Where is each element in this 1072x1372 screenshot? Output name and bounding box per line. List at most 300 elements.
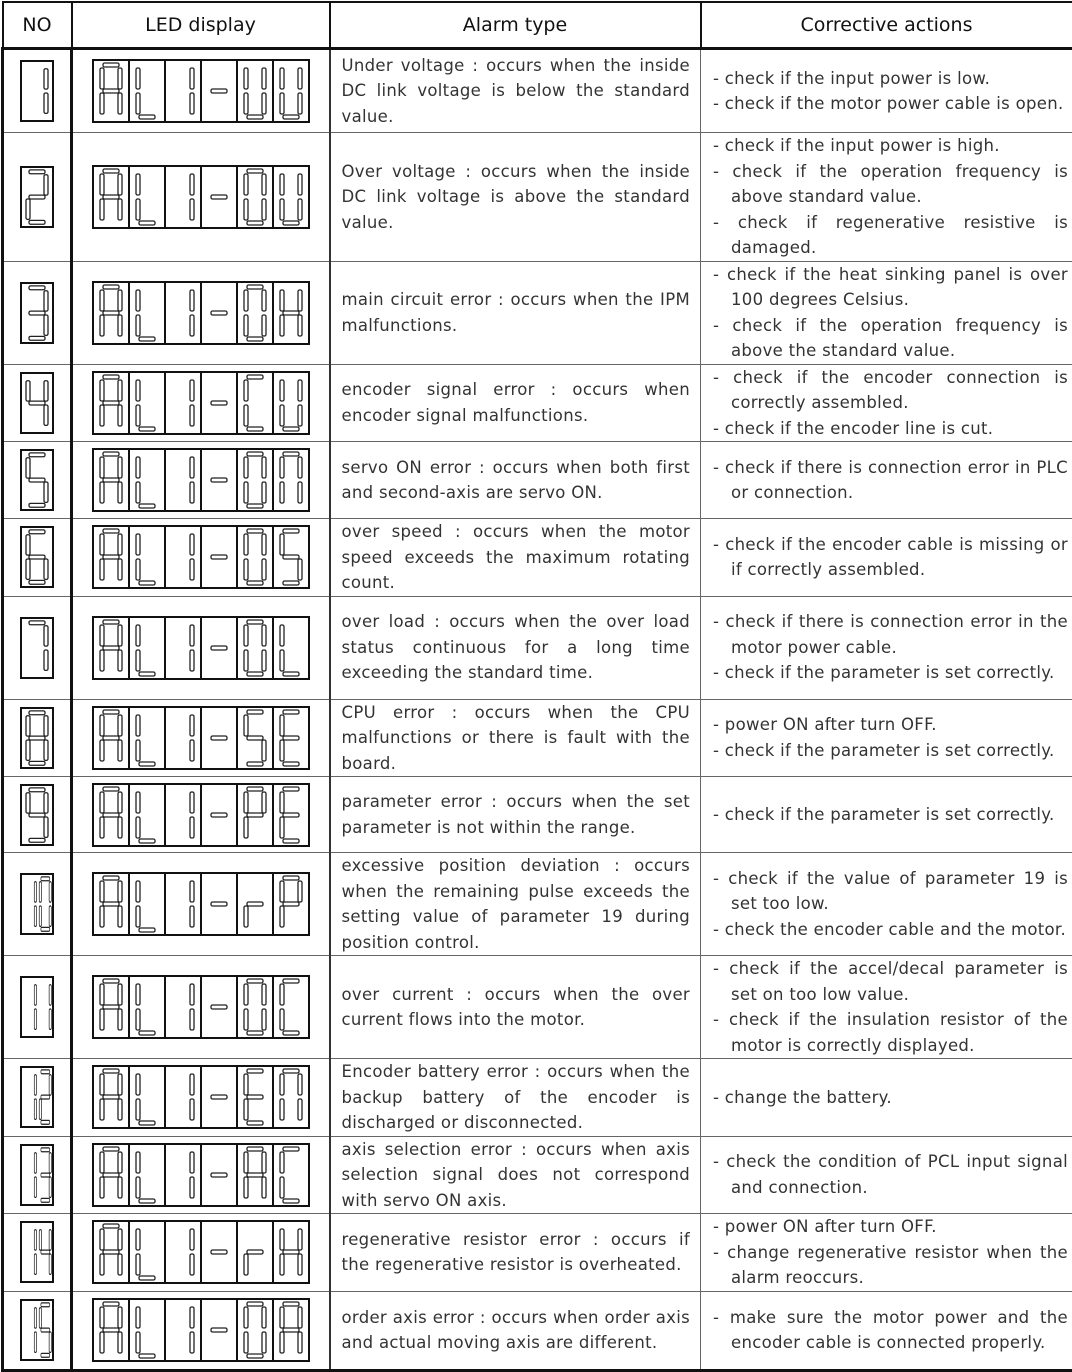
segment [190,792,194,813]
segment [190,625,194,646]
corrective-actions-cell [701,1136,1072,1214]
corrective-actions-cell [701,49,1072,133]
segment [190,315,194,336]
action-item: - change regenerative resistor when the alarm reoccurs. [713,1240,1068,1291]
segment [100,199,104,220]
segment [262,740,266,761]
segment [283,672,299,676]
segment [244,625,248,646]
led-display [92,371,310,435]
alarm-type-cell: axis selection error : occurs when axis selection signal does not correspond with servo ON axis. [330,1136,701,1214]
led-display [92,783,310,847]
segment [280,534,284,555]
segment [103,1173,119,1177]
segment [247,1095,263,1099]
segment [41,877,50,881]
led-display [92,1065,310,1129]
segment [136,906,140,927]
segment [247,710,263,714]
segment [211,401,227,405]
segment [244,1177,248,1198]
segment [34,1254,36,1274]
segment [103,285,119,289]
segment [190,1307,194,1328]
alarm-no-cell [3,853,72,956]
segment [100,290,104,311]
segment [34,906,36,926]
segment [244,405,248,426]
segment [41,1121,50,1125]
segment [280,380,284,401]
segment [136,715,140,736]
segment [262,93,266,114]
header-corrective-actions: Corrective actions [701,2,1072,49]
segment [118,817,122,838]
segment [298,457,302,478]
segment [283,1250,299,1254]
led-char [211,195,227,199]
segment [136,1307,140,1328]
led-char [211,401,227,405]
corrective-actions-cell [701,364,1072,442]
segment [139,1031,155,1035]
segment [118,715,122,736]
segment [298,93,302,114]
segment [244,380,248,401]
segment [34,1075,36,1095]
corrective-actions-cell [701,596,1072,699]
table-row [3,364,1072,442]
alarm-type-cell: order axis error : occurs when order axis and actual moving axis are different. [330,1291,701,1370]
segment [41,1173,50,1177]
segment [136,817,140,838]
segment [39,1230,41,1250]
segment [100,1307,104,1328]
led-display-cell [72,699,330,777]
action-item: - check if the encoder cable is missing or if correctly assembled. [713,532,1068,583]
segment [211,555,227,559]
segment [100,174,104,195]
segment [262,199,266,220]
led-char [211,1250,227,1254]
action-item: - check if the parameter is set correctly. [713,738,1068,764]
led-char [211,478,227,482]
segment [29,503,45,507]
led-display [92,1143,310,1207]
segment [26,792,30,812]
segment [280,1152,284,1173]
segment [44,174,48,194]
segment [190,1099,194,1120]
alarm-table [1,1,1072,1372]
segment [190,1332,194,1353]
alarm-no-cell [3,596,72,699]
segment [44,482,48,502]
segment [100,984,104,1005]
segment [298,1099,302,1120]
segment [280,1074,284,1095]
segment [103,646,119,650]
segment [118,740,122,761]
segment [103,902,119,906]
segment [247,1121,263,1125]
segment [136,93,140,114]
segment [49,1332,51,1352]
segment [44,559,48,579]
segment [118,93,122,114]
segment [139,115,155,119]
segment [283,736,299,740]
led-display [92,1220,310,1284]
segment [244,715,248,736]
led-display [92,525,310,589]
segment [49,1254,51,1274]
segment [244,1074,248,1095]
segment [100,792,104,813]
segment [118,906,122,927]
segment [190,906,194,927]
alarm-no-cell [3,49,72,133]
segment [29,620,45,624]
segment [244,817,248,838]
segment [100,881,104,902]
corrective-actions-cell [701,1059,1072,1137]
segment [100,482,104,503]
alarm-type-cell: over speed : occurs when the motor speed exceeds the maximum rotating count. [330,519,701,597]
segment [29,530,45,534]
number-display [20,449,54,511]
segment [136,1074,140,1095]
segment [44,405,48,425]
segment [29,711,45,715]
segment [41,1148,50,1152]
segment [298,1074,302,1095]
segment [298,1332,302,1353]
segment [247,1147,263,1151]
segment [244,792,248,813]
alarm-type-cell: Encoder battery error : occurs when the backup battery of the encoder is discharged or disconnected. [330,1059,701,1137]
segment [136,457,140,478]
led-display-cell [72,596,330,699]
segment [244,1307,248,1328]
action-item: - check if the heat sinking panel is over 100 degrees Celsius. [713,262,1068,313]
segment [190,199,194,220]
segment [136,740,140,761]
segment [262,1177,266,1198]
segment [262,650,266,671]
segment [283,1031,299,1035]
number-display [20,60,54,122]
segment [190,1177,194,1198]
segment [244,199,248,220]
segment [118,1307,122,1328]
segment [280,984,284,1005]
segment [118,1074,122,1095]
segment [100,93,104,114]
segment [103,1095,119,1099]
segment [283,876,299,880]
number-display [20,1299,54,1361]
segment [136,1152,140,1173]
segment [262,290,266,311]
segment [44,816,48,836]
action-item: - check if the input power is low. [713,66,1068,92]
segment [118,290,122,311]
alarm-type-cell: excessive position deviation : occurs when the remaining pulse exceeds the setting value of parameter 19 during position control. [330,853,701,956]
segment [280,906,284,927]
alarm-no-cell [3,1291,72,1370]
segment [280,1099,284,1120]
segment [100,1229,104,1250]
segment [39,1099,41,1119]
header-no: NO [3,2,72,49]
segment [118,650,122,671]
led-char [211,1328,227,1332]
segment [118,482,122,503]
led-display-cell [72,364,330,442]
segment [280,1332,284,1353]
segment [49,985,51,1005]
alarm-no-cell [3,442,72,519]
segment [262,1009,266,1030]
led-display-cell [72,261,330,364]
led-display [92,281,310,345]
segment [49,1230,51,1250]
led-char [211,1095,227,1099]
led-display-cell [72,777,330,853]
segment [103,1224,119,1228]
table-row [3,442,1072,519]
alarm-type-cell: Under voltage : occurs when the inside DC link voltage is below the standard value. [330,49,701,133]
segment [103,1328,119,1332]
alarm-no-cell [3,699,72,777]
segment [29,220,45,224]
segment [44,625,48,645]
segment [280,93,284,114]
segment [262,559,266,580]
table-row [3,49,1072,133]
segment [190,93,194,114]
segment [118,792,122,813]
segment [100,650,104,671]
segment [100,380,104,401]
segment [247,1173,263,1177]
segment [244,315,248,336]
segment [44,69,48,89]
led-char [211,89,227,93]
segment [29,581,45,585]
alarm-type-cell: main circuit error : occurs when the IPM malfunctions. [330,261,701,364]
segment [100,405,104,426]
segment [247,979,263,983]
segment [262,482,266,503]
segment [247,504,263,508]
segment [34,1152,36,1172]
led-display-cell [72,853,330,956]
segment [29,478,45,482]
segment [298,199,302,220]
segment [118,1099,122,1120]
segment [49,906,51,926]
segment [244,482,248,503]
segment [26,458,30,478]
number-display [20,1066,54,1128]
segment [280,482,284,503]
segment [100,1332,104,1353]
segment [41,1303,50,1307]
alarm-no-cell [3,133,72,262]
segment [29,195,45,199]
led-char [211,813,227,817]
segment [118,1009,122,1030]
led-display-cell [72,1059,330,1137]
corrective-actions-cell [701,133,1072,262]
segment [29,170,45,174]
segment [211,813,227,817]
led-display-cell [72,1291,330,1370]
action-item: - change the battery. [713,1085,1068,1111]
action-item: - check if the operation frequency is above standard value. [713,159,1068,210]
segment [103,63,119,67]
action-item: - check if the insulation resistor of the motor is correctly displayed. [713,1007,1068,1058]
segment [283,1328,299,1332]
segment [103,89,119,93]
number-display [20,873,54,935]
segment [190,1009,194,1030]
led-char [211,1005,227,1009]
alarm-type-cell: Over voltage : occurs when the inside DC link voltage is above the standard value. [330,133,701,262]
segment [44,314,48,334]
segment [44,380,48,400]
table-row [3,777,1072,853]
segment [244,68,248,89]
segment [44,290,48,310]
segment [244,290,248,311]
segment [247,902,263,906]
led-char [211,1173,227,1177]
action-item: - check if the operation frequency is above the standard value. [713,313,1068,364]
segment [244,1152,248,1173]
led-display-cell [72,956,330,1059]
segment [103,1005,119,1009]
segment [244,559,248,580]
segment [103,876,119,880]
segment [283,1302,299,1306]
segment [118,199,122,220]
segment [247,1354,263,1358]
segment [283,311,299,315]
segment [280,881,284,902]
segment [298,380,302,401]
segment [100,1254,104,1275]
alarm-no-cell [3,777,72,853]
segment [244,1332,248,1353]
segment [280,625,284,646]
segment [262,625,266,646]
segment [247,221,263,225]
segment [100,534,104,555]
segment [244,174,248,195]
segment [280,1177,284,1198]
alarm-type-cell: over load : occurs when the over load status continuous for a long time exceeding the standard time. [330,596,701,699]
segment [262,1332,266,1353]
segment [262,315,266,336]
segment [139,1354,155,1358]
segment [118,534,122,555]
segment [44,649,48,669]
segment [190,984,194,1005]
segment [247,375,263,379]
segment [283,1199,299,1203]
action-item: - power ON after turn OFF. [713,712,1068,738]
segment [280,650,284,671]
segment [103,169,119,173]
number-display [20,976,54,1038]
led-display [92,1298,310,1362]
segment [211,1250,227,1254]
segment [29,761,45,765]
segment [298,1307,302,1328]
segment [29,736,45,740]
segment [280,405,284,426]
segment [118,457,122,478]
segment [262,1152,266,1173]
alarm-no-cell [3,956,72,1059]
alarm-no-cell [3,1136,72,1214]
segment [118,405,122,426]
segment [136,405,140,426]
segment [298,559,302,580]
led-display-cell [72,133,330,262]
segment [39,906,41,926]
segment [244,1254,248,1275]
segment [211,1328,227,1332]
segment [244,906,248,927]
segment [283,979,299,983]
segment [118,984,122,1005]
segment [247,115,263,119]
action-item: - check if the accel/decal parameter is set on too low value. [713,956,1068,1007]
segment [211,1173,227,1177]
segment [103,1302,119,1306]
table-row [3,261,1072,364]
segment [100,906,104,927]
segment [100,817,104,838]
segment [139,581,155,585]
segment [283,452,299,456]
segment [103,195,119,199]
segment [29,813,45,817]
segment [34,985,36,1005]
segment [244,93,248,114]
segment [100,625,104,646]
segment [103,813,119,817]
number-display [20,1144,54,1206]
segment [211,736,227,740]
segment [280,174,284,195]
segment [29,787,45,791]
led-display [92,165,310,229]
segment [26,559,30,579]
segment [139,504,155,508]
number-display [20,1221,54,1283]
action-item: - check if the input power is high. [713,133,1068,159]
segment [118,68,122,89]
action-item: - power ON after turn OFF. [713,1214,1068,1240]
segment [280,199,284,220]
segment [139,839,155,843]
segment [34,1099,36,1119]
